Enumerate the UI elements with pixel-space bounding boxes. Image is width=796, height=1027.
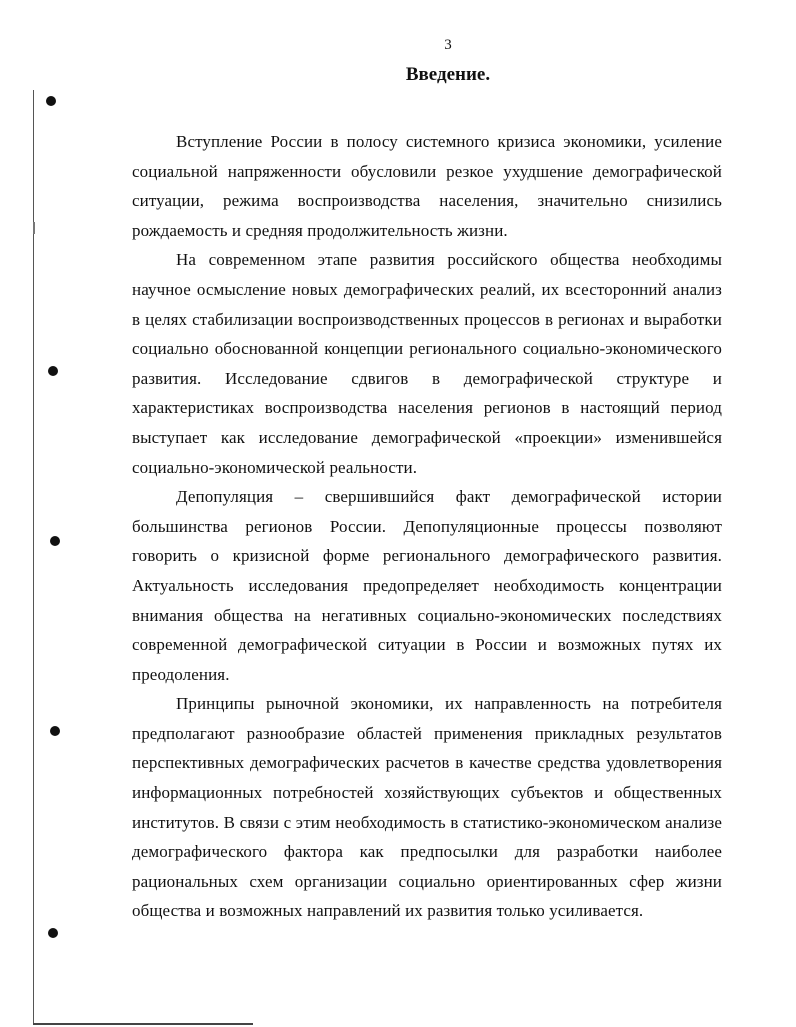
document-body bbox=[132, 127, 722, 926]
paragraph-2: На современном этапе развития российского общества необходимы научное осмысление новых демографических реалий, их всесторонний анализ в целях стабилизации воспроизводственных процессов в регионах и выработки социально обоснованной концепции регионального социально-экономического развития. Исследование сдвигов в демографической структуре и характеристиках воспроизводства населения регионов в настоящий период выступает как исследование демографической «проекции» изменившейся социально-экономической реальности. bbox=[132, 250, 722, 477]
punch-hole-2 bbox=[48, 366, 58, 376]
punch-hole-1 bbox=[46, 96, 56, 106]
paragraph-4: Принципы рыночной экономики, их направленность на потребителя предполагают разнообразие областей применения прикладных результатов перспективных демографических расчетов в качестве средства удовлетворения информационных потребностей хозяйствующих субъектов и общественных институтов. В связи с этим необходимость в статистико-экономическом анализе демографического фактора как предпосылки для разработки наиболее рациональных схем организации социально ориентированных сфер жизни общества и возможных направлений их развития только усиливается. bbox=[132, 694, 722, 921]
punch-margin-bottom-line bbox=[33, 1023, 253, 1025]
punch-hole-3 bbox=[50, 536, 60, 546]
punch-hole-4 bbox=[50, 726, 60, 736]
scan-speck-1 bbox=[33, 222, 35, 234]
page-title: Введение. bbox=[405, 64, 491, 85]
page-number: 3 bbox=[444, 37, 452, 53]
paragraph-1: Вступление России в полосу системного кризиса экономики, усиление социальной напряженности обусловили резкое ухудшение демографической ситуации, режима воспроизводства населения, значительно снизились рождаемость и средняя продолжительность жизни. bbox=[132, 132, 722, 240]
paragraph-3: Депопуляция – свершившийся факт демографической истории большинства регионов России. Депопуляционные процессы позволяют говорить о кризисной форме регионального демографического развития. Актуальность исследования предопределяет необходимость концентрации внимания общества на негативных социально-экономических последствиях современной демографической ситуации в России и возможных путях их преодоления. bbox=[132, 487, 722, 684]
punch-hole-5 bbox=[48, 928, 58, 938]
